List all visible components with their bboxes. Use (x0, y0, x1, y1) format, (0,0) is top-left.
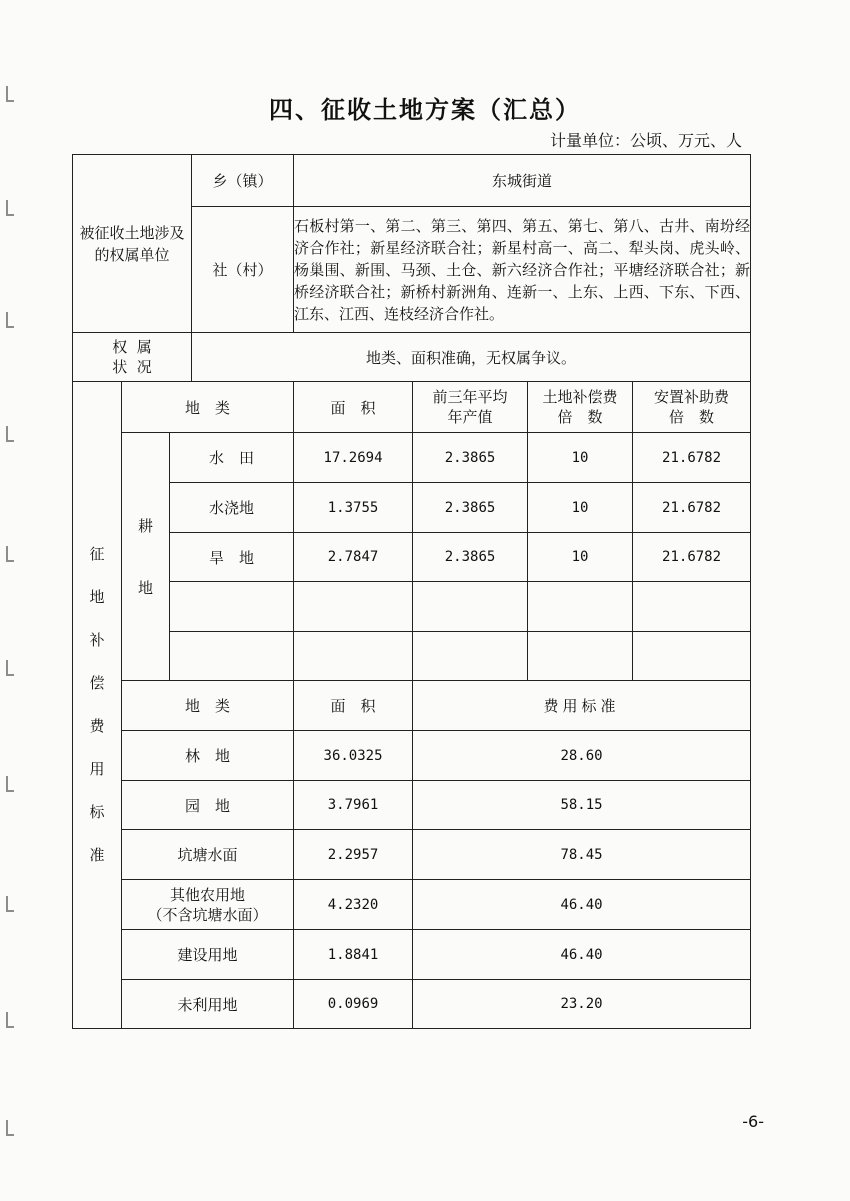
other-fee: 46.40 (413, 880, 751, 930)
arable-area: 1.3755 (294, 483, 413, 533)
arable-area: 2.7847 (294, 533, 413, 582)
table-row (73, 980, 751, 1029)
other-header-row (73, 681, 751, 731)
other-fee: 78.45 (413, 830, 751, 880)
town-label: 乡（镇） (192, 155, 294, 207)
other-fee: 28.60 (413, 731, 751, 781)
side-char: 费 (89, 717, 105, 735)
other-type: 园 地 (122, 781, 294, 830)
table-row-empty (73, 632, 751, 681)
arable-header-area: 面 积 (294, 382, 413, 433)
empty-cell (170, 582, 294, 632)
header-line: 安置补助费 (654, 388, 730, 406)
arable-area: 17.2694 (294, 433, 413, 483)
other-type-note: （不含坑塘水面） (147, 905, 268, 924)
empty-cell (294, 582, 413, 632)
side-char: 偿 (89, 674, 105, 692)
compensation-side-label (73, 382, 122, 1029)
arable-output: 2.3865 (413, 483, 528, 533)
other-header-fee-standard: 费用标准 (413, 681, 751, 731)
other-area: 0.0969 (294, 980, 413, 1029)
other-header-area: 面 积 (294, 681, 413, 731)
ownership-label-cell (73, 155, 192, 333)
table-row (73, 731, 751, 781)
arable-output: 2.3865 (413, 533, 528, 582)
other-type: 未利用地 (122, 980, 294, 1029)
page-number: -6- (742, 1112, 764, 1131)
other-type: 林 地 (122, 731, 294, 781)
table-row (73, 930, 751, 980)
arable-land-multiple: 10 (528, 483, 633, 533)
arable-char: 耕 (137, 516, 153, 535)
arable-char: 地 (137, 578, 153, 597)
arable-header-avg-output (413, 382, 528, 433)
table-row (73, 830, 751, 880)
side-char: 用 (89, 760, 105, 778)
arable-type: 水浇地 (170, 483, 294, 533)
arable-header-resettle-multiple (633, 382, 751, 433)
table-row (73, 781, 751, 830)
other-area: 3.7961 (294, 781, 413, 830)
status-label-line1: 权 属 (112, 338, 152, 356)
empty-cell (170, 632, 294, 681)
other-type-main: 其他农用地 (170, 885, 246, 904)
arable-resettle-multiple: 21.6782 (633, 483, 751, 533)
arable-resettle-multiple: 21.6782 (633, 533, 751, 582)
measurement-unit: 计量单位：公顷、万元、人 (549, 131, 742, 150)
other-fee: 58.15 (413, 781, 751, 830)
village-label: 社（村） (192, 207, 294, 333)
arable-header-land-multiple (528, 382, 633, 433)
empty-cell (294, 632, 413, 681)
other-type (122, 880, 294, 930)
status-label-line2: 状 况 (112, 358, 152, 376)
side-char: 征 (89, 545, 105, 563)
other-type: 坑塘水面 (122, 830, 294, 880)
other-area: 36.0325 (294, 731, 413, 781)
side-char: 准 (89, 846, 105, 864)
other-fee: 46.40 (413, 930, 751, 980)
arable-land-multiple: 10 (528, 433, 633, 483)
empty-cell (413, 582, 528, 632)
other-type: 建设用地 (122, 930, 294, 980)
arable-land-multiple: 10 (528, 533, 633, 582)
other-area: 2.2957 (294, 830, 413, 880)
header-line: 年产值 (447, 408, 493, 426)
arable-output: 2.3865 (413, 433, 528, 483)
arable-type: 水 田 (170, 433, 294, 483)
ownership-label: 被征收土地涉及的权属单位 (79, 223, 185, 264)
arable-header-land-type: 地 类 (122, 382, 294, 433)
side-char: 地 (89, 588, 105, 606)
other-area: 4.2320 (294, 880, 413, 930)
ownership-status-label (73, 333, 192, 382)
header-line: 土地补偿费 (542, 388, 618, 406)
arable-type: 旱 地 (170, 533, 294, 582)
empty-cell (633, 632, 751, 681)
land-acquisition-table (72, 154, 751, 1029)
other-header-land-type: 地 类 (122, 681, 294, 731)
side-char: 标 (89, 803, 105, 821)
table-row (73, 483, 751, 533)
side-char: 补 (89, 631, 105, 649)
table-row (73, 880, 751, 930)
town-value: 东城街道 (294, 155, 751, 207)
header-line: 倍 数 (557, 408, 603, 426)
empty-cell (413, 632, 528, 681)
page-title: 四、征收土地方案（汇总） (269, 96, 581, 124)
ownership-status-value: 地类、面积准确，无权属争议。 (192, 333, 751, 382)
table-row-empty (73, 582, 751, 632)
other-area: 1.8841 (294, 930, 413, 980)
village-value: 石板村第一、第二、第三、第四、第五、第七、第八、古井、南坋经济合作社；新星经济联合社；新星村高一、高二、犁头岗、虎头岭、杨巢围、新围、马颈、土仓、新六经济合作社；平塘经济联合社；新桥经济联合社；新桥村新洲角、连新一、上东、上西、下东、下西、江东、江西、连枝经济合作社。 (294, 207, 751, 333)
header-line: 倍 数 (669, 408, 715, 426)
arable-resettle-multiple: 21.6782 (633, 433, 751, 483)
other-fee: 23.20 (413, 980, 751, 1029)
empty-cell (633, 582, 751, 632)
table-row (73, 433, 751, 483)
empty-cell (528, 632, 633, 681)
empty-cell (528, 582, 633, 632)
arable-label (122, 433, 170, 681)
header-line: 前三年平均 (432, 388, 508, 406)
table-row (73, 533, 751, 582)
